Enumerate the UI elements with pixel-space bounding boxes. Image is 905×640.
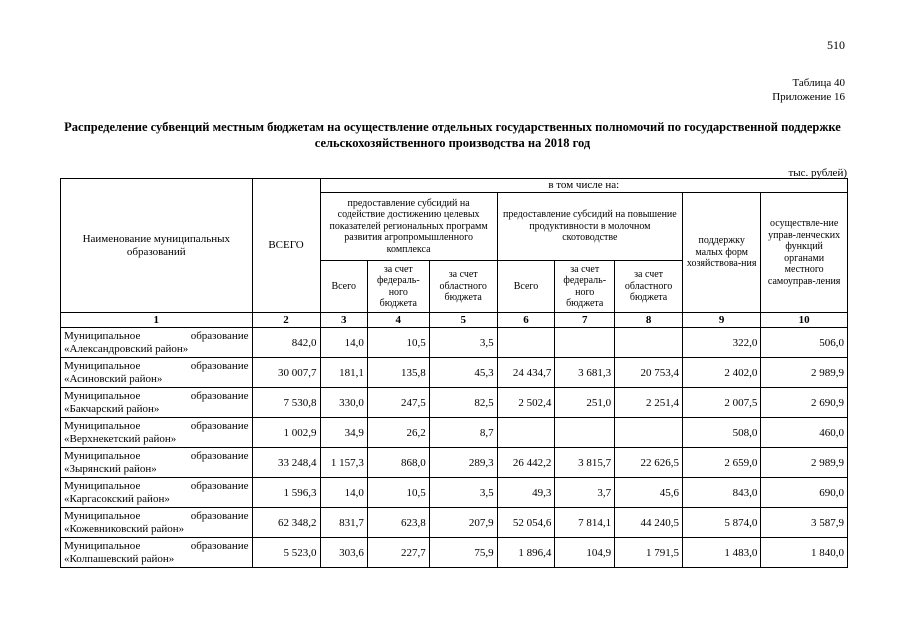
value-cell-c8: 1 791,5	[615, 538, 683, 568]
table-row	[61, 388, 848, 418]
value-cell-c10: 2 989,9	[761, 448, 848, 478]
header-agro: предоставление субсидий на содействие достижению целевых показателей региональных программ развития агропромышленного комплекса	[320, 193, 497, 261]
header-dairy: предоставление субсидий на повышение продуктивности в молочном скотоводстве	[497, 193, 682, 261]
municipality-name: Муниципальное образование «Каргасокский район»	[61, 478, 253, 508]
value-cell-c5: 75,9	[429, 538, 497, 568]
value-cell-c8: 44 240,5	[615, 508, 683, 538]
header-dairy-regional: за счет областного бюджета	[615, 261, 683, 313]
table-row	[61, 478, 848, 508]
header-dairy-federal: за счет федераль-ного бюджета	[555, 261, 615, 313]
value-cell-c3: 14,0	[320, 328, 367, 358]
value-cell-c6: 24 434,7	[497, 358, 555, 388]
value-cell-c4: 623,8	[367, 508, 429, 538]
value-cell-c9: 843,0	[683, 478, 761, 508]
value-cell-c10: 3 587,9	[761, 508, 848, 538]
col-number: 5	[429, 313, 497, 328]
value-cell-c2: 7 530,8	[252, 388, 320, 418]
value-cell-c9: 508,0	[683, 418, 761, 448]
value-cell-c7	[555, 328, 615, 358]
value-cell-c6: 52 054,6	[497, 508, 555, 538]
value-cell-c7: 3 681,3	[555, 358, 615, 388]
subventions-table	[60, 178, 848, 568]
header-agro-federal: за счет федераль-ного бюджета	[367, 261, 429, 313]
value-cell-c8: 22 626,5	[615, 448, 683, 478]
document-title: Распределение субвенций местным бюджетам на осуществление отдельных государственных полномочий по государственной поддержке сельскохозяйственного производства на 2018 год	[64, 120, 841, 150]
col-number: 8	[615, 313, 683, 328]
table-row	[61, 328, 848, 358]
value-cell-c4: 247,5	[367, 388, 429, 418]
col-number: 2	[252, 313, 320, 328]
value-cell-c8	[615, 328, 683, 358]
value-cell-c7: 3 815,7	[555, 448, 615, 478]
value-cell-c5: 207,9	[429, 508, 497, 538]
value-cell-c3: 1 157,3	[320, 448, 367, 478]
value-cell-c5: 45,3	[429, 358, 497, 388]
value-cell-c10: 460,0	[761, 418, 848, 448]
value-cell-c2: 33 248,4	[252, 448, 320, 478]
value-cell-c3: 181,1	[320, 358, 367, 388]
header-including: в том числе на:	[320, 179, 847, 193]
table-label: Таблица 40	[792, 77, 845, 89]
value-cell-c3: 330,0	[320, 388, 367, 418]
value-cell-c7: 3,7	[555, 478, 615, 508]
col-number: 1	[61, 313, 253, 328]
value-cell-c7: 251,0	[555, 388, 615, 418]
value-cell-c2: 30 007,7	[252, 358, 320, 388]
municipality-name: Муниципальное образование «Кожевниковский район»	[61, 508, 253, 538]
value-cell-c10: 2 989,9	[761, 358, 848, 388]
value-cell-c9: 2 402,0	[683, 358, 761, 388]
value-cell-c4: 227,7	[367, 538, 429, 568]
value-cell-c8: 2 251,4	[615, 388, 683, 418]
value-cell-c6: 2 502,4	[497, 388, 555, 418]
value-cell-c2: 62 348,2	[252, 508, 320, 538]
value-cell-c5: 289,3	[429, 448, 497, 478]
value-cell-c2: 1 596,3	[252, 478, 320, 508]
units-label: тыс. рублей)	[788, 167, 847, 179]
value-cell-c4: 10,5	[367, 328, 429, 358]
header-agro-total: Всего	[320, 261, 367, 313]
value-cell-c7	[555, 418, 615, 448]
municipality-name: Муниципальное образование «Асиновский район»	[61, 358, 253, 388]
table-row	[61, 508, 848, 538]
municipality-name: Муниципальное образование «Бакчарский район»	[61, 388, 253, 418]
value-cell-c6: 26 442,2	[497, 448, 555, 478]
header-local-gov: осуществле-ние управ-ленческих функций органами местного самоуправ-ления	[761, 193, 848, 313]
col-number: 3	[320, 313, 367, 328]
value-cell-c2: 842,0	[252, 328, 320, 358]
page-number: 510	[827, 38, 845, 52]
table-row	[61, 418, 848, 448]
value-cell-c4: 10,5	[367, 478, 429, 508]
value-cell-c8: 45,6	[615, 478, 683, 508]
value-cell-c10: 690,0	[761, 478, 848, 508]
value-cell-c4: 135,8	[367, 358, 429, 388]
value-cell-c5: 8,7	[429, 418, 497, 448]
value-cell-c6: 1 896,4	[497, 538, 555, 568]
value-cell-c3: 34,9	[320, 418, 367, 448]
col-number: 10	[761, 313, 848, 328]
value-cell-c2: 1 002,9	[252, 418, 320, 448]
value-cell-c3: 831,7	[320, 508, 367, 538]
table-body	[61, 328, 848, 568]
value-cell-c5: 82,5	[429, 388, 497, 418]
value-cell-c6	[497, 328, 555, 358]
value-cell-c8: 20 753,4	[615, 358, 683, 388]
value-cell-c5: 3,5	[429, 478, 497, 508]
header-total: ВСЕГО	[252, 179, 320, 313]
value-cell-c5: 3,5	[429, 328, 497, 358]
value-cell-c9: 1 483,0	[683, 538, 761, 568]
value-cell-c4: 868,0	[367, 448, 429, 478]
value-cell-c10: 1 840,0	[761, 538, 848, 568]
value-cell-c7: 7 814,1	[555, 508, 615, 538]
municipality-name: Муниципальное образование «Зырянский район»	[61, 448, 253, 478]
header-small-farms: поддержку малых форм хозяйствова-ния	[683, 193, 761, 313]
table-row	[61, 538, 848, 568]
value-cell-c3: 303,6	[320, 538, 367, 568]
col-number: 9	[683, 313, 761, 328]
header-dairy-total: Всего	[497, 261, 555, 313]
value-cell-c6	[497, 418, 555, 448]
value-cell-c9: 5 874,0	[683, 508, 761, 538]
value-cell-c9: 2 007,5	[683, 388, 761, 418]
value-cell-c3: 14,0	[320, 478, 367, 508]
value-cell-c9: 322,0	[683, 328, 761, 358]
municipality-name: Муниципальное образование «Колпашевский район»	[61, 538, 253, 568]
col-number: 6	[497, 313, 555, 328]
value-cell-c7: 104,9	[555, 538, 615, 568]
header-name: Наименование муниципальных образований	[61, 179, 253, 313]
column-number-row	[61, 313, 848, 328]
table-row	[61, 448, 848, 478]
value-cell-c6: 49,3	[497, 478, 555, 508]
col-number: 4	[367, 313, 429, 328]
value-cell-c9: 2 659,0	[683, 448, 761, 478]
table-caption-block	[772, 76, 845, 104]
value-cell-c8	[615, 418, 683, 448]
municipality-name: Муниципальное образование «Александровский район»	[61, 328, 253, 358]
table-row	[61, 358, 848, 388]
appendix-label: Приложение 16	[772, 91, 845, 103]
col-number: 7	[555, 313, 615, 328]
value-cell-c10: 2 690,9	[761, 388, 848, 418]
value-cell-c4: 26,2	[367, 418, 429, 448]
municipality-name: Муниципальное образование «Верхнекетский район»	[61, 418, 253, 448]
header-agro-regional: за счет областного бюджета	[429, 261, 497, 313]
value-cell-c10: 506,0	[761, 328, 848, 358]
value-cell-c2: 5 523,0	[252, 538, 320, 568]
